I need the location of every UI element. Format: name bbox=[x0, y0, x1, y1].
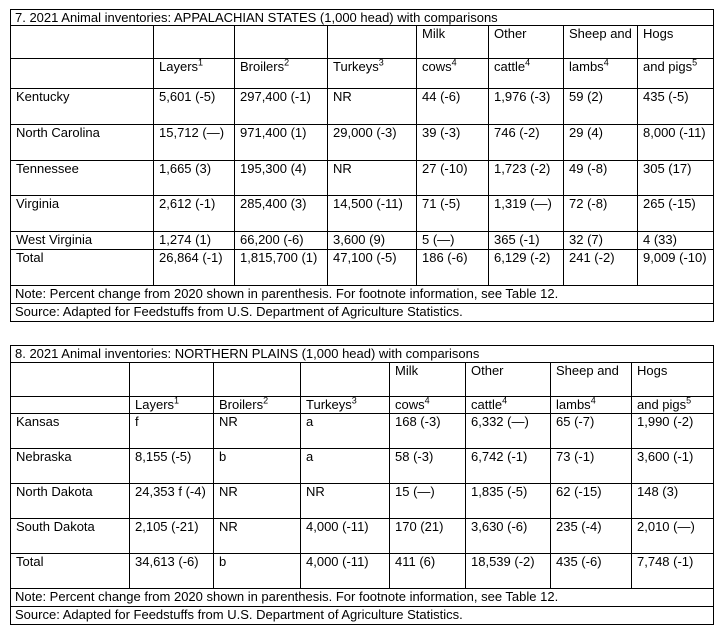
cell-sheep-lambs: 435 (-6) bbox=[551, 554, 632, 589]
table-source: Source: Adapted for Feedstuffs from U.S. Department of Agriculture Statistics. bbox=[11, 607, 714, 625]
cell-sheep-lambs: 235 (-4) bbox=[551, 519, 632, 554]
cell-broilers: 297,400 (-1) bbox=[235, 89, 328, 125]
cell-milk-cows: 170 (21) bbox=[390, 519, 466, 554]
cell-broilers: NR bbox=[214, 414, 301, 449]
cell-turkeys: 4,000 (-11) bbox=[301, 554, 390, 589]
cell-milk-cows: 58 (-3) bbox=[390, 449, 466, 484]
cell-sheep-lambs: 65 (-7) bbox=[551, 414, 632, 449]
cell-other-cattle: 365 (-1) bbox=[489, 232, 564, 250]
cell-sheep-lambs: 241 (-2) bbox=[564, 250, 638, 286]
table-row bbox=[11, 161, 714, 196]
table-note: Note: Percent change from 2020 shown in parenthesis. For footnote information, see Table 12. bbox=[11, 286, 714, 304]
column-header: Broilers$^2$ bbox=[214, 397, 301, 414]
cell-turkeys: 29,000 (-3) bbox=[328, 125, 417, 161]
cell-layers: f bbox=[130, 414, 214, 449]
table-row-total bbox=[11, 554, 714, 589]
state-name: Total bbox=[11, 554, 130, 589]
cell-hogs-pigs: 435 (-5) bbox=[638, 89, 714, 125]
header-top-cell: Hogs bbox=[632, 363, 714, 397]
cell-turkeys: a bbox=[301, 414, 390, 449]
cell-milk-cows: 411 (6) bbox=[390, 554, 466, 589]
column-header: Broilers$^2$ bbox=[235, 59, 328, 89]
header-top-cell: Other bbox=[466, 363, 551, 397]
header-top-cell bbox=[11, 26, 154, 59]
cell-other-cattle: 1,835 (-5) bbox=[466, 484, 551, 519]
cell-broilers: 195,300 (4) bbox=[235, 161, 328, 196]
column-header: cattle$^4$ bbox=[466, 397, 551, 414]
column-header: lambs$^4$ bbox=[551, 397, 632, 414]
cell-other-cattle: 6,742 (-1) bbox=[466, 449, 551, 484]
table-row-total bbox=[11, 250, 714, 286]
header-top-cell: Sheep and bbox=[564, 26, 638, 59]
cell-other-cattle: 3,630 (-6) bbox=[466, 519, 551, 554]
cell-broilers: 285,400 (3) bbox=[235, 196, 328, 232]
column-header bbox=[11, 59, 154, 89]
cell-other-cattle: 6,129 (-2) bbox=[489, 250, 564, 286]
column-header: Layers$^1$ bbox=[154, 59, 235, 89]
table-row bbox=[11, 414, 714, 449]
cell-layers: 2,105 (-21) bbox=[130, 519, 214, 554]
table-row bbox=[11, 232, 714, 250]
header-top-cell bbox=[11, 363, 130, 397]
column-header: and pigs$^5$ bbox=[638, 59, 714, 89]
cell-layers: 24,353 f (-4) bbox=[130, 484, 214, 519]
column-header bbox=[11, 397, 130, 414]
table-row bbox=[11, 89, 714, 125]
cell-hogs-pigs: 148 (3) bbox=[632, 484, 714, 519]
header-top-cell bbox=[328, 26, 417, 59]
table-title: 7. 2021 Animal inventories: APPALACHIAN STATES (1,000 head) with comparisons bbox=[11, 10, 714, 26]
header-top-cell bbox=[154, 26, 235, 59]
state-name: North Carolina bbox=[11, 125, 154, 161]
cell-broilers: NR bbox=[214, 519, 301, 554]
cell-turkeys: NR bbox=[328, 161, 417, 196]
cell-layers: 15,712 (—) bbox=[154, 125, 235, 161]
cell-milk-cows: 39 (-3) bbox=[417, 125, 489, 161]
cell-turkeys: 4,000 (-11) bbox=[301, 519, 390, 554]
cell-hogs-pigs: 2,010 (—) bbox=[632, 519, 714, 554]
header-top-cell bbox=[130, 363, 214, 397]
header-top-cell bbox=[235, 26, 328, 59]
column-header: and pigs$^5$ bbox=[632, 397, 714, 414]
cell-layers: 5,601 (-5) bbox=[154, 89, 235, 125]
cell-hogs-pigs: 265 (-15) bbox=[638, 196, 714, 232]
cell-hogs-pigs: 305 (17) bbox=[638, 161, 714, 196]
header-top-cell bbox=[214, 363, 301, 397]
table-note: Note: Percent change from 2020 shown in parenthesis. For footnote information, see Table 12. bbox=[11, 589, 714, 607]
cell-turkeys: NR bbox=[328, 89, 417, 125]
cell-hogs-pigs: 3,600 (-1) bbox=[632, 449, 714, 484]
cell-sheep-lambs: 32 (7) bbox=[564, 232, 638, 250]
cell-hogs-pigs: 7,748 (-1) bbox=[632, 554, 714, 589]
header-top-cell: Other bbox=[489, 26, 564, 59]
cell-hogs-pigs: 8,000 (-11) bbox=[638, 125, 714, 161]
cell-other-cattle: 1,976 (-3) bbox=[489, 89, 564, 125]
cell-broilers: b bbox=[214, 554, 301, 589]
table-appalachian-states bbox=[10, 9, 714, 322]
cell-sheep-lambs: 59 (2) bbox=[564, 89, 638, 125]
column-header: Turkeys$^3$ bbox=[301, 397, 390, 414]
table-source: Source: Adapted for Feedstuffs from U.S. Department of Agriculture Statistics. bbox=[11, 304, 714, 322]
cell-sheep-lambs: 29 (4) bbox=[564, 125, 638, 161]
header-top-cell: Milk bbox=[417, 26, 489, 59]
state-name: West Virginia bbox=[11, 232, 154, 250]
header-top-cell: Milk bbox=[390, 363, 466, 397]
cell-broilers: 1,815,700 (1) bbox=[235, 250, 328, 286]
cell-hogs-pigs: 9,009 (-10) bbox=[638, 250, 714, 286]
cell-other-cattle: 746 (-2) bbox=[489, 125, 564, 161]
cell-layers: 2,612 (-1) bbox=[154, 196, 235, 232]
cell-turkeys: a bbox=[301, 449, 390, 484]
state-name: North Dakota bbox=[11, 484, 130, 519]
cell-layers: 1,274 (1) bbox=[154, 232, 235, 250]
table-row bbox=[11, 484, 714, 519]
cell-milk-cows: 44 (-6) bbox=[417, 89, 489, 125]
cell-milk-cows: 71 (-5) bbox=[417, 196, 489, 232]
cell-other-cattle: 18,539 (-2) bbox=[466, 554, 551, 589]
cell-sheep-lambs: 72 (-8) bbox=[564, 196, 638, 232]
header-top-cell: Hogs bbox=[638, 26, 714, 59]
cell-broilers: NR bbox=[214, 484, 301, 519]
column-header: lambs$^4$ bbox=[564, 59, 638, 89]
cell-layers: 26,864 (-1) bbox=[154, 250, 235, 286]
cell-milk-cows: 5 (—) bbox=[417, 232, 489, 250]
state-name: Total bbox=[11, 250, 154, 286]
state-name: South Dakota bbox=[11, 519, 130, 554]
column-header: cows$^4$ bbox=[390, 397, 466, 414]
cell-layers: 34,613 (-6) bbox=[130, 554, 214, 589]
cell-hogs-pigs: 4 (33) bbox=[638, 232, 714, 250]
cell-broilers: b bbox=[214, 449, 301, 484]
state-name: Kansas bbox=[11, 414, 130, 449]
cell-turkeys: NR bbox=[301, 484, 390, 519]
table-row bbox=[11, 449, 714, 484]
cell-sheep-lambs: 73 (-1) bbox=[551, 449, 632, 484]
table-title: 8. 2021 Animal inventories: NORTHERN PLAINS (1,000 head) with comparisons bbox=[11, 346, 714, 363]
cell-turkeys: 3,600 (9) bbox=[328, 232, 417, 250]
cell-turkeys: 47,100 (-5) bbox=[328, 250, 417, 286]
cell-milk-cows: 27 (-10) bbox=[417, 161, 489, 196]
header-top-cell bbox=[301, 363, 390, 397]
cell-broilers: 66,200 (-6) bbox=[235, 232, 328, 250]
column-header: Turkeys$^3$ bbox=[328, 59, 417, 89]
state-name: Kentucky bbox=[11, 89, 154, 125]
cell-other-cattle: 1,319 (—) bbox=[489, 196, 564, 232]
header-top-cell: Sheep and bbox=[551, 363, 632, 397]
column-header: cows$^4$ bbox=[417, 59, 489, 89]
cell-milk-cows: 168 (-3) bbox=[390, 414, 466, 449]
cell-turkeys: 14,500 (-11) bbox=[328, 196, 417, 232]
cell-hogs-pigs: 1,990 (-2) bbox=[632, 414, 714, 449]
column-header: cattle$^4$ bbox=[489, 59, 564, 89]
state-name: Tennessee bbox=[11, 161, 154, 196]
state-name: Virginia bbox=[11, 196, 154, 232]
cell-other-cattle: 1,723 (-2) bbox=[489, 161, 564, 196]
cell-other-cattle: 6,332 (—) bbox=[466, 414, 551, 449]
column-header: Layers$^1$ bbox=[130, 397, 214, 414]
cell-sheep-lambs: 49 (-8) bbox=[564, 161, 638, 196]
cell-milk-cows: 186 (-6) bbox=[417, 250, 489, 286]
table-row bbox=[11, 196, 714, 232]
table-row bbox=[11, 125, 714, 161]
table-row bbox=[11, 519, 714, 554]
state-name: Nebraska bbox=[11, 449, 130, 484]
cell-layers: 1,665 (3) bbox=[154, 161, 235, 196]
cell-sheep-lambs: 62 (-15) bbox=[551, 484, 632, 519]
table-northern-plains bbox=[10, 345, 714, 625]
cell-broilers: 971,400 (1) bbox=[235, 125, 328, 161]
cell-layers: 8,155 (-5) bbox=[130, 449, 214, 484]
cell-milk-cows: 15 (—) bbox=[390, 484, 466, 519]
